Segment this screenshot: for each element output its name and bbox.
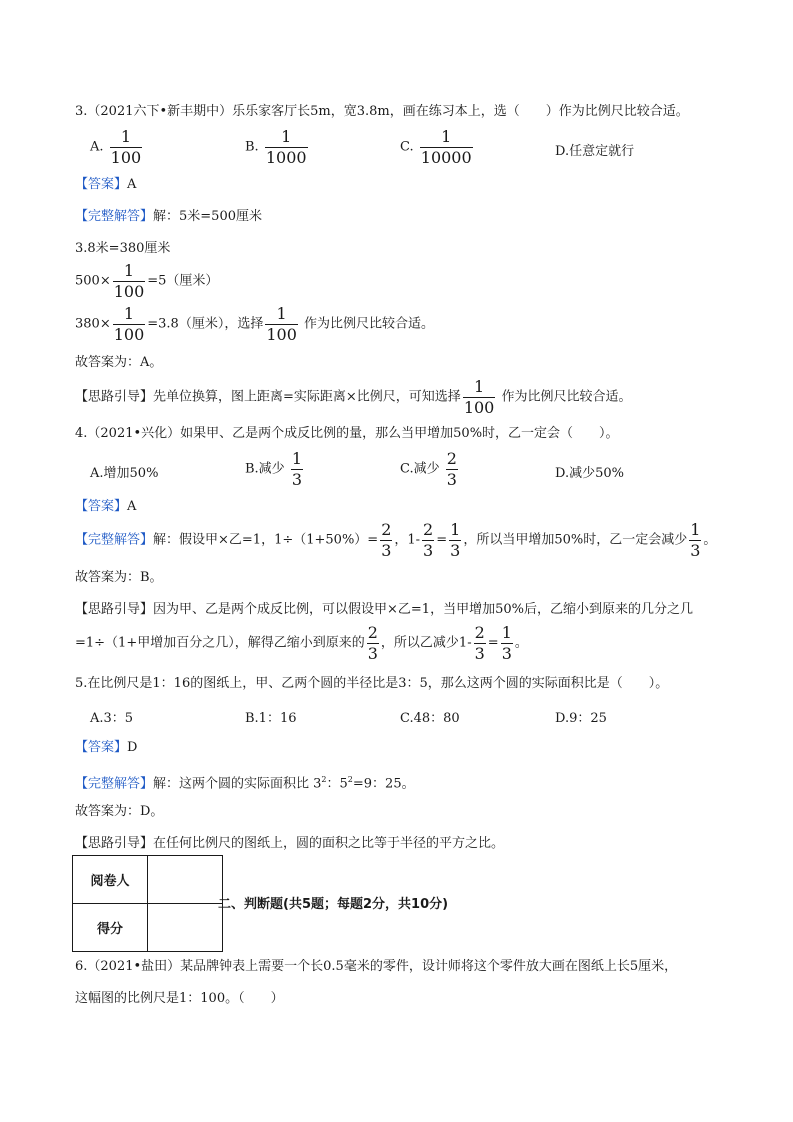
hint-text: 。 (514, 635, 528, 651)
q3-conclusion: 故答案为：A。 (75, 355, 163, 370)
fraction: $\frac{2}{3}$ (381, 520, 392, 560)
reviewer-cell (148, 856, 223, 904)
solution-text: 。 (703, 532, 717, 548)
option-label: B.减少 (245, 461, 285, 477)
fraction: $\frac{2}{3}$ (367, 623, 378, 663)
solution-text: 作为比例尺比较合适。 (299, 316, 435, 332)
fraction: $\frac{1}{3}$ (450, 520, 461, 560)
hint-text: 因为甲、乙是两个成反比例，可以假设甲×乙=1，当甲增加50%后，乙缩小到原来的几分之几 (153, 602, 693, 617)
fraction: $\frac{1}{100}$ (110, 127, 142, 167)
q3-answer (75, 176, 136, 194)
solution-tag: 【完整解答】 (75, 776, 154, 792)
q3-hint (75, 378, 632, 416)
hint-text: 作为比例尺比较合适。 (497, 389, 632, 405)
option-label: B. (245, 139, 259, 155)
option-label: A. (90, 139, 104, 155)
option-label: C. (400, 139, 414, 155)
option-label: C.减少 (400, 461, 440, 477)
answer-tag: 【答案】 (75, 177, 128, 192)
hint-tag: 【思路引导】 (75, 602, 154, 617)
hint-text: = (487, 635, 499, 651)
solution-text: ：5 (326, 776, 348, 792)
q5-hint (75, 835, 504, 853)
q6-line-2: 这幅图的比例尺是1：100。（ ） (75, 991, 284, 1006)
hint-tag: 【思路引导】 (75, 836, 154, 851)
hint-text: 在任何比例尺的图纸上，圆的面积之比等于半径的平方之比。 (153, 836, 505, 851)
exponent: 2 (321, 775, 327, 784)
fraction: $\frac{1}{1000}$ (265, 127, 307, 167)
answer-value: A (127, 499, 137, 514)
q5-conclusion: 故答案为：D。 (75, 804, 164, 819)
fraction: $\frac{1}{100}$ (113, 261, 145, 301)
fraction: $\frac{1}{100}$ (463, 377, 495, 417)
fraction: $\frac{1}{3}$ (690, 520, 701, 560)
hint-text: ，所以乙减少1- (380, 635, 472, 651)
solution-text: 解：5米=500厘米 (153, 209, 262, 224)
q4-option-b (245, 450, 305, 488)
q3-solution-4 (75, 305, 434, 343)
q4-option-a: A.增加50% (90, 466, 159, 481)
solution-text: ，所以当甲增加50%时，乙一定会减少 (463, 532, 688, 548)
q4-answer (75, 498, 136, 516)
q4-option-d: D.减少50% (555, 466, 624, 481)
fraction: $\frac{1}{3}$ (501, 623, 512, 663)
q5-solution (75, 771, 415, 793)
q6-line-1: 6.（2021•盐田）某品牌钟表上需要一个长0.5毫米的零件，设计师将这个零件放大画在图纸上长5厘米， (75, 959, 678, 974)
answer-value: D (127, 740, 138, 755)
q3-solution-3 (75, 262, 218, 300)
section-title: 二、判断题(共5题；每题2分，共10分) (218, 897, 449, 912)
q5-option-d: D.9：25 (555, 711, 607, 726)
score-cell (148, 904, 223, 952)
solution-text: =3.8（厘米），选择 (147, 316, 264, 332)
fraction: $\frac{2}{3}$ (446, 449, 457, 489)
fraction: $\frac{1}{100}$ (266, 304, 297, 344)
solution-text: 500× (75, 273, 111, 289)
q4-hint-1 (75, 601, 693, 619)
answer-tag: 【答案】 (75, 740, 128, 755)
q5-option-b: B.1：16 (245, 711, 297, 726)
q4-option-c (400, 450, 460, 488)
hint-tag: 【思路引导】 (75, 389, 154, 405)
q3-option-d: D.任意定就行 (555, 144, 635, 159)
solution-text: =9：25。 (352, 776, 415, 792)
q4-stem: 4.（2021•兴化）如果甲、乙是两个成反比例的量，那么当甲增加50%时，乙一定会（ ）。 (75, 426, 619, 441)
q3-solution-1 (75, 208, 262, 226)
q3-stem: 3.（2021六下•新丰期中）乐乐家客厅长5m，宽3.8m，画在练习本上，选（ ）作为比例尺比较合适。 (75, 104, 689, 119)
fraction: $\frac{1}{100}$ (113, 304, 145, 344)
solution-tag: 【完整解答】 (75, 209, 154, 224)
q4-conclusion: 故答案为：B。 (75, 570, 163, 585)
q4-hint-2 (75, 624, 528, 662)
fraction: $\frac{1}{3}$ (291, 449, 303, 489)
q5-stem: 5.在比例尺是1：16的图纸上，甲、乙两个圆的半径比是3：5，那么这两个圆的实际面积比是（ ）。 (75, 676, 669, 691)
solution-tag: 【完整解答】 (75, 532, 154, 548)
q4-solution (75, 521, 716, 559)
solution-text: 380× (75, 316, 111, 332)
solution-text: =5（厘米） (147, 273, 219, 289)
solution-text: 解：这两个圆的实际面积比 3 (153, 776, 322, 792)
q5-option-a: A.3：5 (90, 711, 134, 726)
fraction: $\frac{2}{3}$ (474, 623, 485, 663)
q5-answer (75, 739, 137, 757)
q3-option-b (245, 128, 310, 166)
q3-solution-2: 3.8米=380厘米 (75, 241, 171, 256)
solution-text: = (436, 532, 448, 548)
fraction: $\frac{2}{3}$ (423, 520, 434, 560)
q3-option-c (400, 128, 475, 166)
hint-text: 先单位换算，图上距离=实际距离×比例尺，可知选择 (153, 389, 461, 405)
exponent: 2 (347, 775, 353, 784)
answer-tag: 【答案】 (75, 499, 128, 514)
score-table (72, 855, 223, 952)
answer-value: A (127, 177, 137, 192)
solution-text: ，1- (394, 532, 421, 548)
score-label: 得分 (73, 904, 148, 952)
fraction: $\frac{1}{10000}$ (420, 127, 472, 167)
hint-text: =1÷（1+甲增加百分之几），解得乙缩小到原来的 (75, 635, 365, 651)
solution-text: 解：假设甲×乙=1，1÷（1+50%）= (153, 532, 379, 548)
q5-option-c: C.48：80 (400, 711, 460, 726)
q3-option-a (90, 128, 144, 166)
reviewer-label: 阅卷人 (73, 856, 148, 904)
